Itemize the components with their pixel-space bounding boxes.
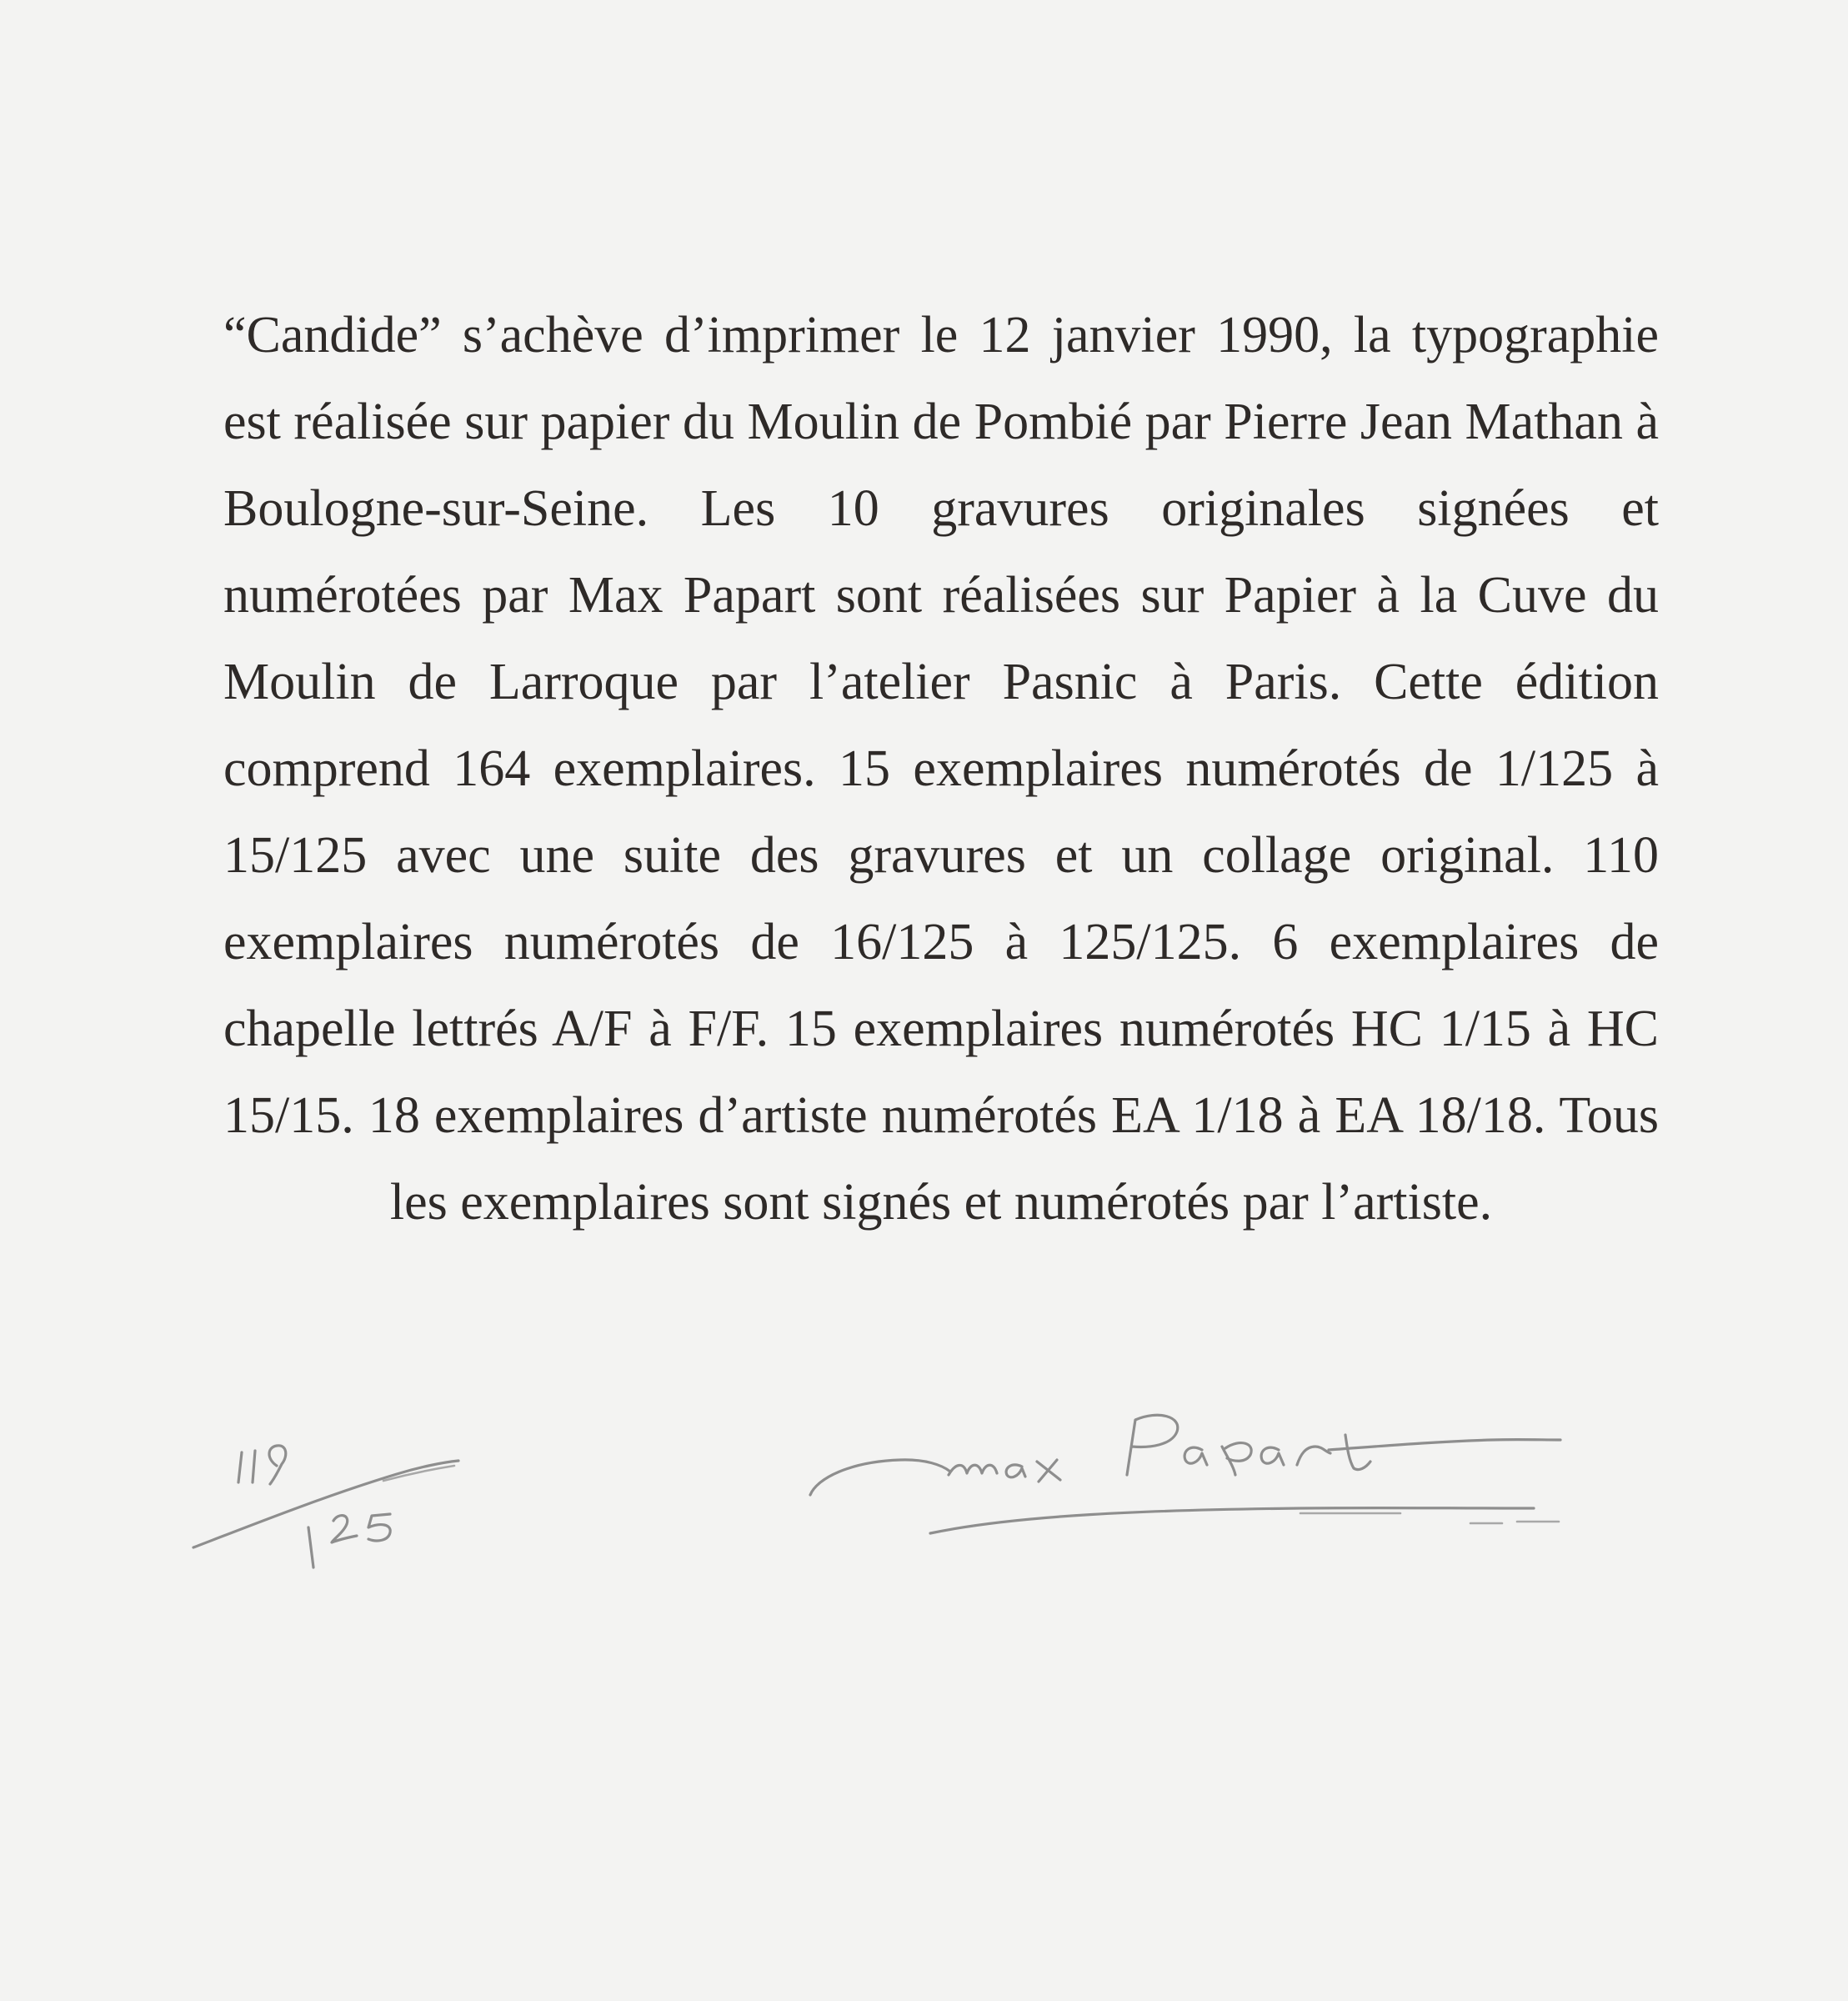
handwritten-edition-number	[183, 1434, 467, 1576]
artist-signature	[800, 1388, 1600, 1538]
colophon-text: “Candide” s’achève d’imprimer le 12 janvier 1990, la typographie est réalisée sur papier du Moulin de Pombié par Pierre Jean Mathan à Boulogne-sur-Seine. Les 10 gravures originales signées et numérotées par Max Papart sont réalisées sur Papier à la Cuve du Moulin de Larroque par l’atelier Pasnic à Paris. Cette édition comprend 164 exemplaires. 15 exemplaires numérotés de 1/125 à 15/125 avec une suite des gravures et un collage original. 110 exemplaires numérotés de 16/125 à 125/125. 6 exemplaires de chapelle lettrés A/F à F/F. 15 exemplaires numérotés HC 1/15 à HC 15/15. 18 exemplaires d’artiste numérotés EA 1/18 à EA 18/18. Tous les exemplaires sont signés et numérotés par l’artiste.	[223, 307, 1659, 1231]
